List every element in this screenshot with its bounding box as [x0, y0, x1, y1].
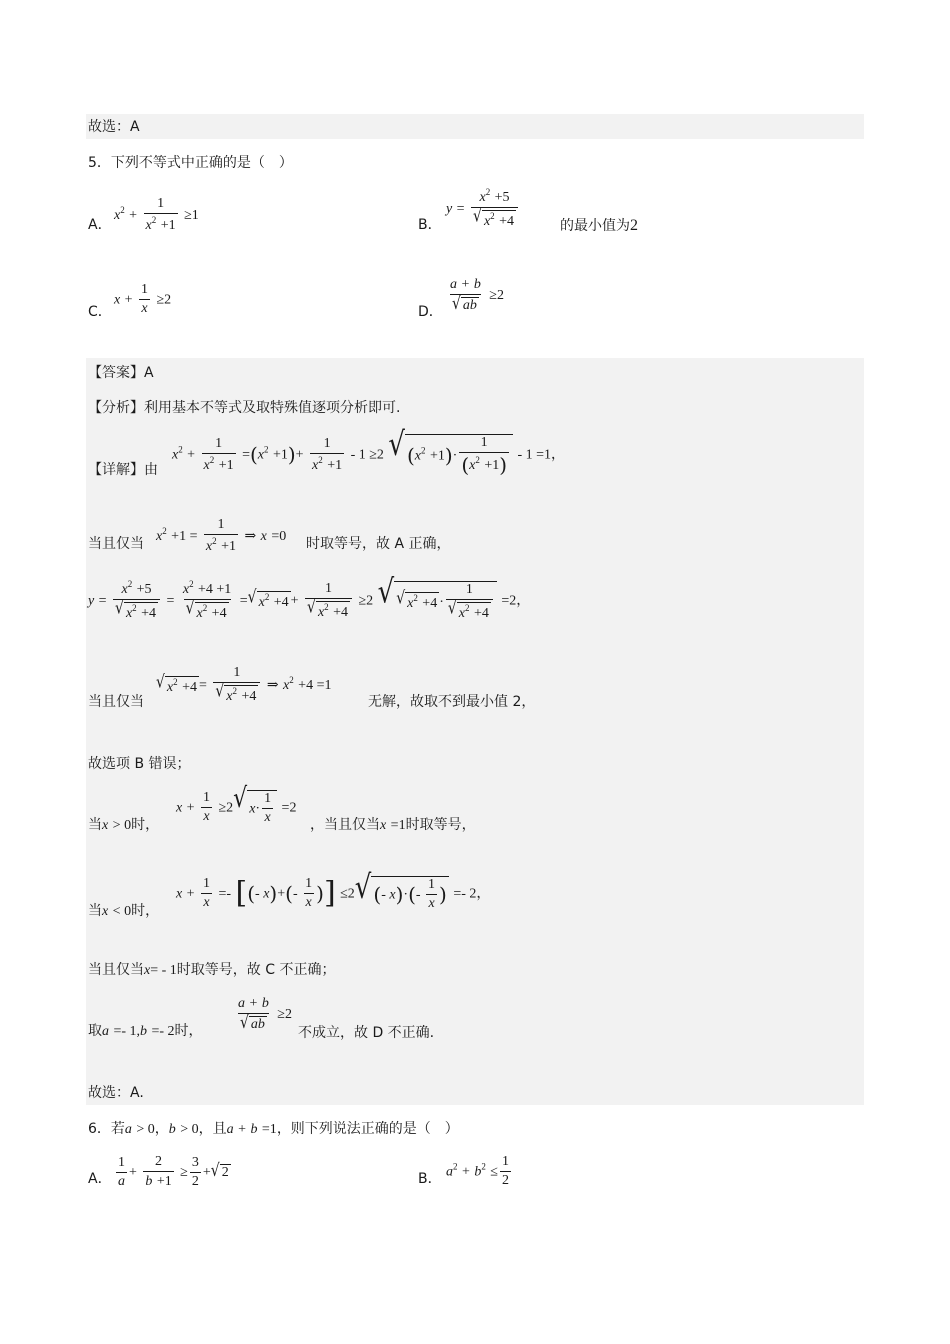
eqB-when: 当且仅当 [88, 694, 144, 710]
q5-option-d-formula: a + b √ ab ≥2 [450, 277, 504, 314]
eqA-formula: $x^2 +1$ = $\frac{1}{x^2 +1}$ ⇒ x =0 [156, 517, 287, 554]
c-neg-line: 当x < 0时， [88, 903, 160, 919]
c-eq-line: 当且仅当x= - 1时取等号，故 C 不正确； [88, 962, 336, 978]
solution-analysis: 【分析】利用基本不等式及取特殊值逐项分析即可. [88, 400, 401, 416]
q5-option-a-formula: $x^2$ + $\frac{1}{x^2 +1}$ ≥1 [114, 196, 199, 233]
q6-option-b-formula: $a^2 + b^2$ ≤ $\frac{1}{2}$ [446, 1154, 509, 1188]
eqB-formula2: √ $x^2 +4$ = 1 √ $x^2 +4$ ⇒ $x^2 +4 =1$ [156, 665, 332, 704]
solution-final: 故选：A. [88, 1085, 144, 1101]
q6-stem: 6．若a > 0，b > 0，且a + b =1，则下列说法正确的是（ ） [88, 1121, 459, 1137]
b-wrong: 故选项 B 错误； [88, 756, 191, 772]
q5-option-b-formula: y = $x^2 +5$ √ $x^2 +4$ [446, 188, 520, 229]
solution-detail-prefix: 【详解】由 [88, 462, 158, 478]
q6-option-a-label: A． [88, 1171, 112, 1187]
solution-answer: 【答案】A [88, 365, 154, 381]
eqA-when: 当且仅当 [88, 536, 144, 552]
d-take: 取a =- 1,b =- 2时， [88, 1023, 203, 1039]
prev-answer: 故选：A [88, 119, 140, 135]
c-pos-tail: ，当且仅当x =1时取等号， [310, 817, 476, 833]
q5-option-d-label: D． [418, 304, 443, 320]
q6-option-a-formula: $\frac{1}{a}$ + $\frac{2}{b +1}$ ≥ $\frac{3}{2}$ + √ 2 [118, 1154, 229, 1189]
d-formula: a + b √ ab ≥2 [238, 996, 292, 1033]
c-pos-formula: x + $\frac{1}{x}$ ≥2 √ x· $\frac{1}{x}$ =2 [176, 783, 297, 825]
eqB-formula: y = $x^2 +5$ √ $x^2 +4$ = $x^2 +4 +1$ √ $x^2 +4$ = √ $x^2 +4$ + 1 √ $x^2 +4$ ≥2 √ √ $x^2 +4$ · 1 √ $x^2 +4$ =2， [88, 573, 531, 621]
q5-option-b-suffix: 的最小值为2 [560, 217, 638, 234]
c-neg-formula: x + $\frac{1}{x}$ =- [(- x)+(- $\frac{1}{x}$ )] ≤2 √ (- x)·(- $\frac{1}{x}$ ) =- 2， [176, 869, 491, 911]
solution-detail-formula: $x^2$ + $\frac{1}{x^2 +1}$ $=(x^2 +1)+$ $\frac{1}{x^2 +1}$ - 1 ≥2 √ $(x^2 +1)\cdot$ $\frac{1}{(x^2 +1)}$ - 1 =1， [172, 426, 566, 477]
c-pos-line: 当x > 0时， [88, 817, 160, 833]
eqA-tail: 时取等号，故 A 正确， [306, 536, 451, 552]
q5-option-c-formula: x + $\frac{1}{x}$ ≥2 [114, 282, 172, 316]
q5-stem: 5．下列不等式中正确的是（ ） [88, 155, 293, 171]
q5-option-a-label: A． [88, 217, 112, 233]
prev-answer-shade [86, 114, 864, 139]
q6-option-b-label: B． [418, 1171, 442, 1187]
d-tail: 不成立，故 D 不正确. [298, 1025, 435, 1041]
eqB-tail: 无解，故取不到最小值 2， [368, 694, 536, 710]
q5-option-c-label: C． [88, 304, 112, 320]
q5-option-b-label: B． [418, 217, 442, 233]
